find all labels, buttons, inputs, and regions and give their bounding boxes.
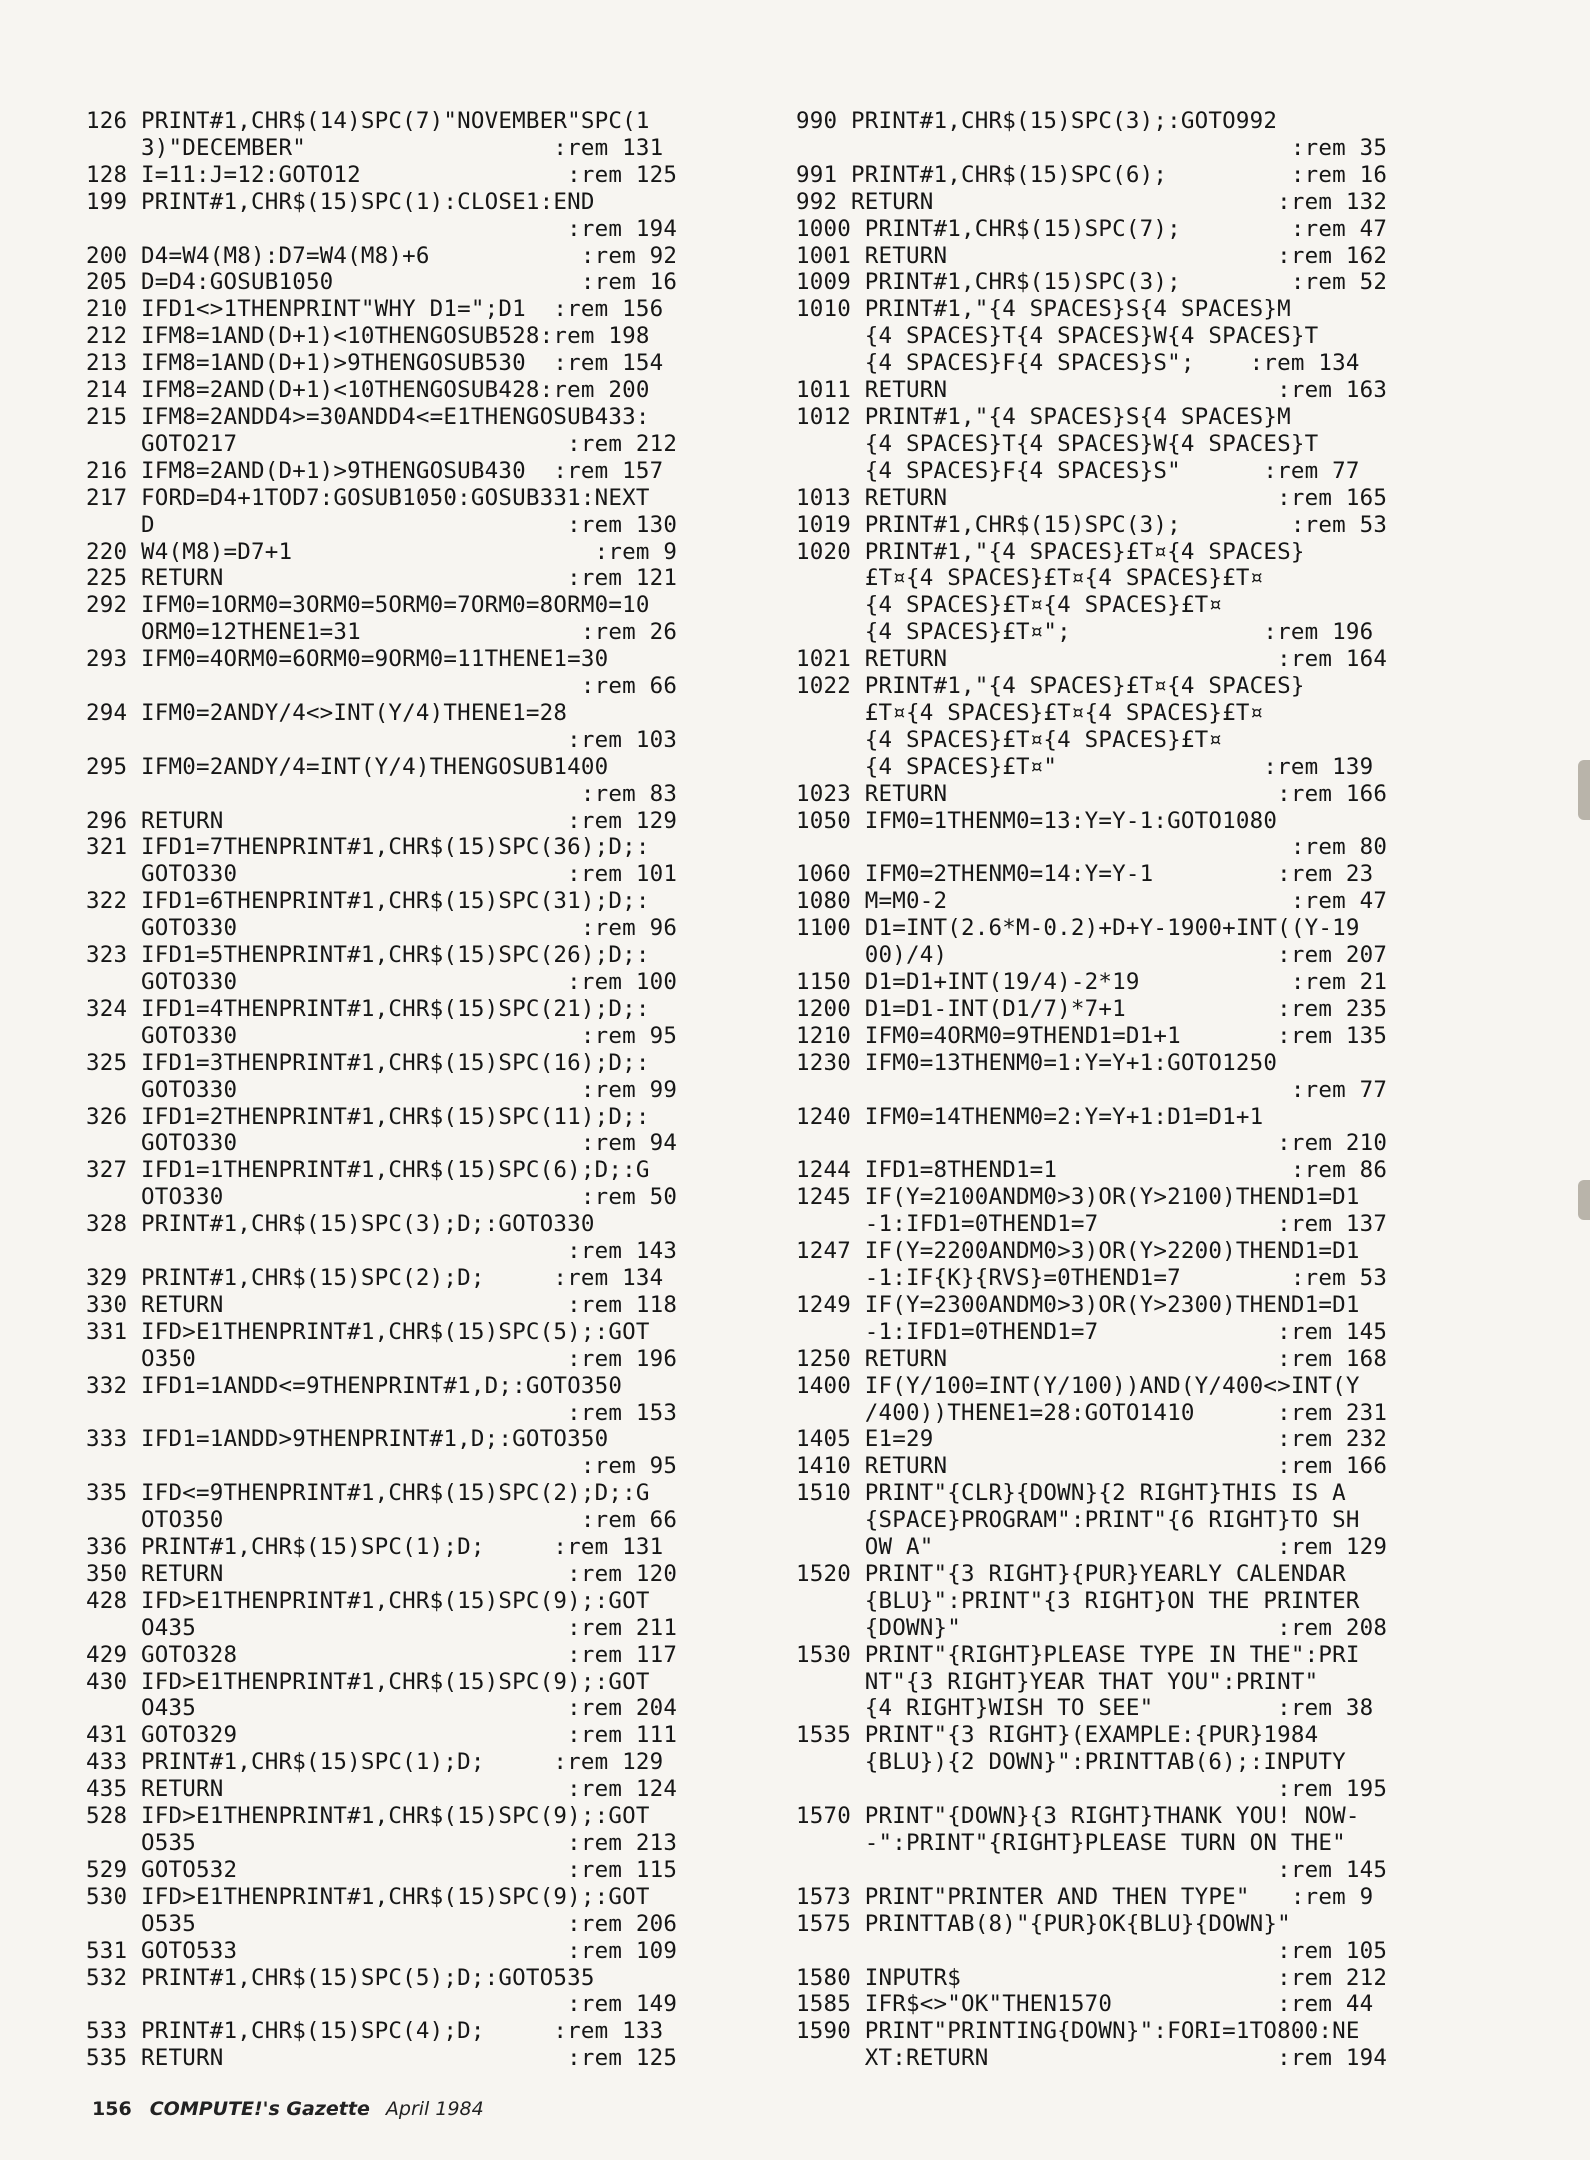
program-line: 205 D=D4:GOSUB1050 :rem 16 bbox=[86, 269, 678, 296]
program-line: 330 RETURN :rem 118 bbox=[86, 1291, 678, 1318]
page-edge-mark bbox=[1578, 1180, 1590, 1220]
program-line: :rem 210 bbox=[796, 1130, 1388, 1157]
program-line: 1520 PRINT"{3 RIGHT}{PUR}YEARLY CALENDAR bbox=[796, 1560, 1346, 1587]
program-line: 332 IFD1=1ANDD<=9THENPRINT#1,D;:GOTO350 bbox=[86, 1372, 623, 1399]
program-line: 533 PRINT#1,CHR$(15)SPC(4);D; :rem 133 bbox=[86, 2018, 664, 2045]
program-line: 1585 IFR$<>"OK"THEN1570 :rem 44 bbox=[796, 1991, 1374, 2018]
program-line: {BLU}){2 DOWN}":PRINTTAB(6);:INPUTY bbox=[796, 1749, 1346, 1776]
program-line: 225 RETURN :rem 121 bbox=[86, 565, 678, 592]
program-line: 328 PRINT#1,CHR$(15)SPC(3);D;:GOTO330 bbox=[86, 1211, 595, 1238]
program-line: -1:IF{K}{RVS}=0THEND1=7 :rem 53 bbox=[796, 1264, 1388, 1291]
program-line: 1410 RETURN :rem 166 bbox=[796, 1453, 1388, 1480]
program-line: :rem 35 bbox=[796, 134, 1388, 161]
program-line: 1050 IFM0=1THENM0=13:Y=Y-1:GOTO1080 bbox=[796, 807, 1278, 834]
program-line: 212 IFM8=1AND(D+1)<10THENGOSUB528:rem 198 bbox=[86, 323, 650, 350]
program-line: £T¤{4 SPACES}£T¤{4 SPACES}£T¤ bbox=[796, 565, 1264, 592]
program-line: :rem 143 bbox=[86, 1238, 678, 1265]
program-line: OTO330 :rem 50 bbox=[86, 1184, 678, 1211]
program-line: 200 D4=W4(M8):D7=W4(M8)+6 :rem 92 bbox=[86, 242, 678, 269]
program-line: 430 IFD>E1THENPRINT#1,CHR$(15)SPC(9);:GOT bbox=[86, 1668, 650, 1695]
program-line: {BLU}":PRINT"{3 RIGHT}ON THE PRINTER bbox=[796, 1587, 1360, 1614]
program-line: {DOWN}" :rem 208 bbox=[796, 1614, 1388, 1641]
program-line: GOTO330 :rem 100 bbox=[86, 969, 678, 995]
program-line: 128 I=11:J=12:GOTO12 :rem 125 bbox=[86, 161, 678, 188]
program-line: 325 IFD1=3THENPRINT#1,CHR$(15)SPC(16);D;: bbox=[86, 1049, 650, 1076]
program-line: 335 IFD<=9THENPRINT#1,CHR$(15)SPC(2);D;:G bbox=[86, 1480, 650, 1507]
program-line: :rem 95 bbox=[86, 1453, 678, 1480]
program-line: 532 PRINT#1,CHR$(15)SPC(5);D;:GOTO535 bbox=[86, 1964, 595, 1991]
program-line: GOTO330 :rem 101 bbox=[86, 861, 678, 888]
program-line: O535 :rem 206 bbox=[86, 1910, 678, 1937]
program-line: 323 IFD1=5THENPRINT#1,CHR$(15)SPC(26);D;: bbox=[86, 942, 650, 969]
program-line: 1230 IFM0=13THENM0=1:Y=Y+1:GOTO1250 bbox=[796, 1049, 1278, 1076]
program-line: 326 IFD1=2THENPRINT#1,CHR$(15)SPC(11);D;: bbox=[86, 1103, 650, 1130]
program-line: {4 SPACES}£T¤{4 SPACES}£T¤ bbox=[796, 592, 1223, 619]
program-line: 1011 RETURN :rem 163 bbox=[796, 377, 1388, 404]
program-line: ORM0=12THENE1=31 :rem 26 bbox=[86, 619, 678, 646]
program-line: 199 PRINT#1,CHR$(15)SPC(1):CLOSE1:END bbox=[86, 188, 595, 215]
program-line: 336 PRINT#1,CHR$(15)SPC(1);D; :rem 131 bbox=[86, 1534, 664, 1561]
program-line: 00)/4) :rem 207 bbox=[796, 942, 1388, 969]
program-line: OTO350 :rem 66 bbox=[86, 1507, 678, 1534]
program-line: 1021 RETURN :rem 164 bbox=[796, 646, 1388, 673]
program-line: 1244 IFD1=8THEND1=1 :rem 86 bbox=[796, 1157, 1388, 1184]
program-line: :rem 66 bbox=[86, 673, 678, 700]
program-line: {4 SPACES}F{4 SPACES}S" :rem 77 bbox=[796, 457, 1360, 484]
program-line: 1570 PRINT"{DOWN}{3 RIGHT}THANK YOU! NOW- bbox=[796, 1803, 1360, 1830]
program-line: :rem 149 bbox=[86, 1991, 678, 2018]
program-line: 1245 IF(Y=2100ANDM0>3)OR(Y>2100)THEND1=D1 bbox=[796, 1184, 1360, 1211]
program-line: 329 PRINT#1,CHR$(15)SPC(2);D; :rem 134 bbox=[86, 1264, 664, 1291]
program-line: GOTO330 :rem 95 bbox=[86, 1022, 678, 1049]
program-line: GOTO330 :rem 99 bbox=[86, 1076, 678, 1103]
program-line: {4 RIGHT}WISH TO SEE" :rem 38 bbox=[796, 1695, 1374, 1722]
program-line: 295 IFM0=2ANDY/4=INT(Y/4)THENGOSUB1400 bbox=[86, 753, 609, 780]
program-line: 1001 RETURN :rem 162 bbox=[796, 242, 1388, 269]
program-line: {4 SPACES}£T¤"; :rem 196 bbox=[796, 619, 1374, 646]
issue-date: April 1984 bbox=[385, 2098, 484, 2120]
program-line: 991 PRINT#1,CHR$(15)SPC(6); :rem 16 bbox=[796, 161, 1388, 188]
program-line: 126 PRINT#1,CHR$(14)SPC(7)"NOVEMBER"SPC(1 bbox=[86, 108, 650, 134]
program-line: 433 PRINT#1,CHR$(15)SPC(1);D; :rem 129 bbox=[86, 1749, 664, 1776]
program-line: :rem 105 bbox=[796, 1937, 1388, 1964]
program-line: 1580 INPUTR$ :rem 212 bbox=[796, 1964, 1388, 1991]
program-line: 1240 IFM0=14THENM0=2:Y=Y+1:D1=D1+1 bbox=[796, 1103, 1264, 1130]
program-line: :rem 77 bbox=[796, 1076, 1388, 1103]
program-line: 322 IFD1=6THENPRINT#1,CHR$(15)SPC(31);D;: bbox=[86, 888, 650, 915]
program-line: 1012 PRINT#1,"{4 SPACES}S{4 SPACES}M bbox=[796, 403, 1291, 430]
listing-column-right bbox=[796, 108, 1456, 2072]
program-line: :rem 194 bbox=[86, 215, 678, 242]
program-line: 1022 PRINT#1,"{4 SPACES}£T¤{4 SPACES} bbox=[796, 673, 1305, 700]
program-line: 215 IFM8=2ANDD4>=30ANDD4<=E1THENGOSUB433: bbox=[86, 403, 650, 430]
page-edge-mark bbox=[1578, 760, 1590, 820]
program-line: O435 :rem 211 bbox=[86, 1614, 678, 1641]
program-line: 1000 PRINT#1,CHR$(15)SPC(7); :rem 47 bbox=[796, 215, 1388, 242]
program-line: 990 PRINT#1,CHR$(15)SPC(3);:GOTO992 bbox=[796, 108, 1278, 134]
program-line: O535 :rem 213 bbox=[86, 1830, 678, 1856]
program-line: 1405 E1=29 :rem 232 bbox=[796, 1426, 1388, 1453]
program-line: :rem 80 bbox=[796, 834, 1388, 861]
program-line: 1150 D1=D1+INT(19/4)-2*19 :rem 21 bbox=[796, 969, 1388, 995]
program-line: 1590 PRINT"PRINTING{DOWN}":FORI=1TO800:NE bbox=[796, 2018, 1360, 2045]
program-line: :rem 103 bbox=[86, 726, 678, 753]
program-line: XT:RETURN :rem 194 bbox=[796, 2045, 1388, 2072]
program-line: 429 GOTO328 :rem 117 bbox=[86, 1641, 678, 1668]
program-line: 1575 PRINTTAB(8)"{PUR}OK{BLU}{DOWN}" bbox=[796, 1910, 1291, 1937]
program-line: {4 SPACES}F{4 SPACES}S"; :rem 134 bbox=[796, 350, 1360, 377]
program-line: 535 RETURN :rem 125 bbox=[86, 2045, 678, 2072]
program-line: 216 IFM8=2AND(D+1)>9THENGOSUB430 :rem 157 bbox=[86, 457, 664, 484]
program-line: 1200 D1=D1-INT(D1/7)*7+1 :rem 235 bbox=[796, 995, 1388, 1022]
magazine-title: COMPUTE!'s Gazette bbox=[149, 2098, 370, 2120]
program-line: GOTO330 :rem 96 bbox=[86, 915, 678, 942]
program-line: 220 W4(M8)=D7+1 :rem 9 bbox=[86, 538, 678, 565]
program-line: 428 IFD>E1THENPRINT#1,CHR$(15)SPC(9);:GOT bbox=[86, 1587, 650, 1614]
program-line: 331 IFD>E1THENPRINT#1,CHR$(15)SPC(5);:GOT bbox=[86, 1318, 650, 1345]
program-line: -1:IFD1=0THEND1=7 :rem 145 bbox=[796, 1318, 1388, 1345]
program-line: 1023 RETURN :rem 166 bbox=[796, 780, 1388, 807]
program-line: 292 IFM0=1ORM0=3ORM0=5ORM0=7ORM0=8ORM0=10 bbox=[86, 592, 650, 619]
program-line: 350 RETURN :rem 120 bbox=[86, 1560, 678, 1587]
page-number: 156 bbox=[92, 2098, 132, 2120]
program-line: GOTO330 :rem 94 bbox=[86, 1130, 678, 1157]
page-footer bbox=[92, 2098, 484, 2120]
program-line: 1100 D1=INT(2.6*M-0.2)+D+Y-1900+INT((Y-19 bbox=[796, 915, 1360, 942]
program-line: {4 SPACES}T{4 SPACES}W{4 SPACES}T bbox=[796, 323, 1319, 350]
program-line: {SPACE}PROGRAM":PRINT"{6 RIGHT}TO SH bbox=[796, 1507, 1360, 1534]
program-line: £T¤{4 SPACES}£T¤{4 SPACES}£T¤ bbox=[796, 699, 1264, 726]
program-line: 294 IFM0=2ANDY/4<>INT(Y/4)THENE1=28 bbox=[86, 699, 568, 726]
program-line: 1400 IF(Y/100=INT(Y/100))AND(Y/400<>INT(Y bbox=[796, 1372, 1360, 1399]
program-line: :rem 145 bbox=[796, 1856, 1388, 1883]
program-line: 431 GOTO329 :rem 111 bbox=[86, 1722, 678, 1749]
program-line: 530 IFD>E1THENPRINT#1,CHR$(15)SPC(9);:GOT bbox=[86, 1883, 650, 1910]
program-line: 1009 PRINT#1,CHR$(15)SPC(3); :rem 52 bbox=[796, 269, 1388, 296]
program-line: 1010 PRINT#1,"{4 SPACES}S{4 SPACES}M bbox=[796, 296, 1291, 323]
program-line: :rem 83 bbox=[86, 780, 678, 807]
program-line: 1020 PRINT#1,"{4 SPACES}£T¤{4 SPACES} bbox=[796, 538, 1305, 565]
program-line: 1530 PRINT"{RIGHT}PLEASE TYPE IN THE":PRI bbox=[796, 1641, 1360, 1668]
program-line: 1249 IF(Y=2300ANDM0>3)OR(Y>2300)THEND1=D1 bbox=[796, 1291, 1360, 1318]
program-line: {4 SPACES}£T¤{4 SPACES}£T¤ bbox=[796, 726, 1223, 753]
program-line: {4 SPACES}£T¤" :rem 139 bbox=[796, 753, 1374, 780]
program-line: /400))THENE1=28:GOTO1410 :rem 231 bbox=[796, 1399, 1388, 1426]
program-line: 1060 IFM0=2THENM0=14:Y=Y-1 :rem 23 bbox=[796, 861, 1374, 888]
program-line: :rem 195 bbox=[796, 1776, 1388, 1803]
listing-column-left bbox=[86, 108, 758, 2072]
program-line: 1019 PRINT#1,CHR$(15)SPC(3); :rem 53 bbox=[796, 511, 1388, 538]
program-line: 296 RETURN :rem 129 bbox=[86, 807, 678, 834]
program-line: D :rem 130 bbox=[86, 511, 678, 538]
program-line: :rem 153 bbox=[86, 1399, 678, 1426]
program-line: OW A" :rem 129 bbox=[796, 1534, 1388, 1561]
program-line: O435 :rem 204 bbox=[86, 1695, 678, 1722]
program-line: 1210 IFM0=4ORM0=9THEND1=D1+1 :rem 135 bbox=[796, 1022, 1388, 1049]
program-line: O350 :rem 196 bbox=[86, 1345, 678, 1372]
program-line: 333 IFD1=1ANDD>9THENPRINT#1,D;:GOTO350 bbox=[86, 1426, 609, 1453]
program-line: 435 RETURN :rem 124 bbox=[86, 1776, 678, 1803]
program-line: 531 GOTO533 :rem 109 bbox=[86, 1937, 678, 1964]
program-line: 213 IFM8=1AND(D+1)>9THENGOSUB530 :rem 154 bbox=[86, 350, 664, 377]
program-line: 1510 PRINT"{CLR}{DOWN}{2 RIGHT}THIS IS A bbox=[796, 1480, 1346, 1507]
program-line: 1080 M=M0-2 :rem 47 bbox=[796, 888, 1388, 915]
program-line: 529 GOTO532 :rem 115 bbox=[86, 1856, 678, 1883]
program-line: 214 IFM8=2AND(D+1)<10THENGOSUB428:rem 200 bbox=[86, 377, 650, 404]
program-line: 1250 RETURN :rem 168 bbox=[796, 1345, 1388, 1372]
program-line: {4 SPACES}T{4 SPACES}W{4 SPACES}T bbox=[796, 430, 1319, 457]
program-line: 293 IFM0=4ORM0=6ORM0=9ORM0=11THENE1=30 bbox=[86, 646, 609, 673]
program-line: 324 IFD1=4THENPRINT#1,CHR$(15)SPC(21);D;: bbox=[86, 995, 650, 1022]
program-line: 1573 PRINT"PRINTER AND THEN TYPE" :rem 9 bbox=[796, 1883, 1374, 1910]
program-line: 210 IFD1<>1THENPRINT"WHY D1=";D1 :rem 156 bbox=[86, 296, 664, 323]
program-line: -1:IFD1=0THEND1=7 :rem 137 bbox=[796, 1211, 1388, 1238]
program-line: 327 IFD1=1THENPRINT#1,CHR$(15)SPC(6);D;:G bbox=[86, 1157, 650, 1184]
program-line: 1247 IF(Y=2200ANDM0>3)OR(Y>2200)THEND1=D1 bbox=[796, 1238, 1360, 1265]
program-line: 1535 PRINT"{3 RIGHT}(EXAMPLE:{PUR}1984 bbox=[796, 1722, 1319, 1749]
program-line: 992 RETURN :rem 132 bbox=[796, 188, 1388, 215]
program-line: 321 IFD1=7THENPRINT#1,CHR$(15)SPC(36);D;: bbox=[86, 834, 650, 861]
program-line: 217 FORD=D4+1TOD7:GOSUB1050:GOSUB331:NEXT bbox=[86, 484, 650, 511]
program-line: 3)"DECEMBER" :rem 131 bbox=[86, 134, 664, 161]
program-line: 1013 RETURN :rem 165 bbox=[796, 484, 1388, 511]
program-line: -":PRINT"{RIGHT}PLEASE TURN ON THE" bbox=[796, 1830, 1346, 1856]
program-line: NT"{3 RIGHT}YEAR THAT YOU":PRINT" bbox=[796, 1668, 1319, 1695]
program-line: 528 IFD>E1THENPRINT#1,CHR$(15)SPC(9);:GOT bbox=[86, 1803, 650, 1830]
program-line: GOTO217 :rem 212 bbox=[86, 430, 678, 457]
